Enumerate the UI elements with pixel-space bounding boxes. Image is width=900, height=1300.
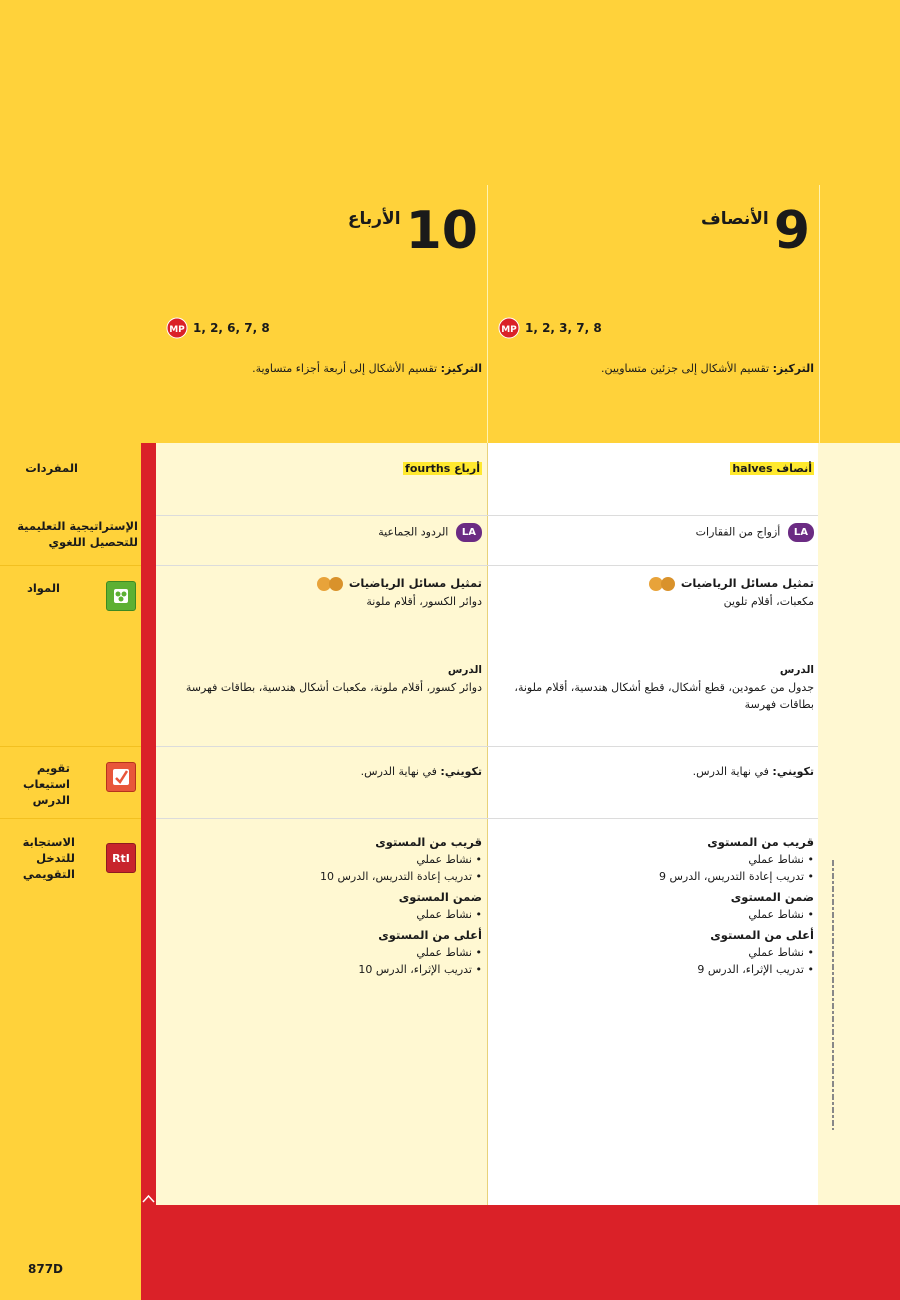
list-item: • نشاط عملي bbox=[500, 851, 814, 868]
lesson-9-assessment: تكويني: في نهاية الدرس. bbox=[692, 765, 814, 778]
lesson-number: 10 bbox=[405, 201, 478, 261]
svg-text:MP: MP bbox=[169, 325, 185, 335]
focus-label: التركيز: bbox=[772, 362, 814, 375]
focus-text: تقسيم الأشكال إلى جزئين متساويين. bbox=[600, 362, 770, 375]
header-divider bbox=[487, 185, 488, 443]
materials-heading: تمثيل مسائل الرياضيات bbox=[348, 576, 482, 590]
approaching-heading: قريب من المستوى bbox=[375, 835, 482, 849]
list-item: • تدريب إعادة التدريس، الدرس 10 bbox=[170, 868, 482, 885]
lesson-10-header bbox=[170, 201, 478, 261]
column-divider bbox=[487, 443, 488, 1205]
focus-label: التركيز: bbox=[440, 362, 482, 375]
row-divider bbox=[156, 565, 818, 566]
approaching-heading: قريب من المستوى bbox=[707, 835, 814, 849]
lesson-9-standards bbox=[497, 316, 697, 340]
list-item: • نشاط عملي bbox=[500, 906, 814, 923]
standards-list: 1, 2, 3, 7, 8 bbox=[525, 321, 602, 335]
lesson-10-rti bbox=[170, 834, 482, 978]
label-divider bbox=[0, 746, 141, 747]
row-label-materials: المواد bbox=[26, 581, 60, 595]
list-item: • تدريب الإثراء، الدرس 10 bbox=[170, 961, 482, 978]
lesson-9-header bbox=[500, 201, 810, 261]
lesson-9-focus bbox=[500, 362, 814, 375]
on-level-heading: ضمن المستوى bbox=[730, 890, 814, 904]
on-level-heading: ضمن المستوى bbox=[398, 890, 482, 904]
lesson-10-vocab: أرباع fourths bbox=[405, 462, 480, 475]
row-label-strategy: الإستراتيجية التعليمية للتحصيل اللغوي bbox=[17, 519, 138, 549]
materials-icon bbox=[106, 581, 136, 611]
lesson-title: الأرباع bbox=[347, 209, 401, 229]
lesson-10-lesson-materials bbox=[170, 662, 482, 696]
row-label-vocab: المفردات bbox=[25, 461, 78, 475]
caret-up-icon bbox=[141, 1190, 156, 1208]
la-badge: LA bbox=[788, 523, 814, 542]
lesson-10-focus bbox=[170, 362, 482, 375]
rti-icon: RtI bbox=[106, 843, 136, 873]
label-divider bbox=[0, 818, 141, 819]
row-divider bbox=[156, 746, 818, 747]
lesson-title: الأنصاف bbox=[700, 209, 769, 229]
list-item: • نشاط عملي bbox=[170, 906, 482, 923]
lesson-number: 9 bbox=[773, 201, 810, 261]
list-item: • نشاط عملي bbox=[500, 944, 814, 961]
lesson-9-strategy bbox=[500, 523, 814, 542]
lesson-10-strategy bbox=[170, 523, 482, 542]
lesson-10-standards bbox=[165, 316, 365, 340]
lesson-10-materials bbox=[170, 575, 482, 610]
copyright-fine-print bbox=[826, 860, 840, 1130]
lesson-9-materials bbox=[500, 575, 814, 610]
lesson-heading: الدرس bbox=[779, 664, 814, 676]
list-item: • تدريب إعادة التدريس، الدرس 9 bbox=[500, 868, 814, 885]
hands-icon bbox=[647, 575, 677, 593]
strategy-text: الردود الجماعية bbox=[378, 525, 449, 539]
lesson-9-vocab: أنصاف halves bbox=[732, 462, 812, 475]
standards-list: 1, 2, 6, 7, 8 bbox=[193, 321, 270, 335]
lesson-9-column-background bbox=[488, 443, 818, 1205]
math-practice-icon bbox=[497, 316, 521, 340]
list-item: • نشاط عملي bbox=[170, 851, 482, 868]
row-label-assessment: تقويم استيعاب الدرس bbox=[22, 761, 70, 807]
lesson-materials-text: جدول من عمودين، قطع أشكال، قطع أشكال هندسية، أقلام ملونة، بطاقات فهرسة bbox=[514, 681, 814, 711]
label-divider bbox=[0, 565, 141, 566]
list-item: • نشاط عملي bbox=[170, 944, 482, 961]
row-label-rti: الاستجابة للتدخل التقويمي bbox=[22, 835, 75, 881]
list-item: • تدريب الإثراء، الدرس 9 bbox=[500, 961, 814, 978]
math-practice-icon bbox=[165, 316, 189, 340]
hands-icon bbox=[315, 575, 345, 593]
la-badge: LA bbox=[456, 523, 482, 542]
lesson-9-rti bbox=[500, 834, 814, 978]
red-footer-band bbox=[141, 1205, 900, 1300]
materials-text: مكعبات، أقلام تلوين bbox=[723, 595, 814, 608]
materials-text: دوائر الكسور، أقلام ملونة bbox=[366, 595, 482, 608]
lesson-heading: الدرس bbox=[447, 664, 482, 676]
svg-text:MP: MP bbox=[501, 325, 517, 335]
row-divider bbox=[156, 515, 818, 516]
header-divider bbox=[819, 185, 820, 443]
materials-heading: تمثيل مسائل الرياضيات bbox=[680, 576, 814, 590]
lesson-10-assessment: تكويني: في نهاية الدرس. bbox=[360, 765, 482, 778]
checkmark-icon bbox=[106, 762, 136, 792]
page-number: 877D bbox=[28, 1262, 64, 1276]
row-divider bbox=[156, 818, 818, 819]
beyond-heading: أعلى من المستوى bbox=[378, 928, 482, 942]
beyond-heading: أعلى من المستوى bbox=[710, 928, 814, 942]
strategy-text: أزواج من الفقارات bbox=[695, 525, 781, 539]
red-vertical-strip bbox=[141, 443, 156, 1205]
lesson-materials-text: دوائر كسور، أقلام ملونة، مكعبات أشكال هندسية، بطاقات فهرسة bbox=[185, 681, 482, 694]
focus-text: تقسيم الأشكال إلى أربعة أجزاء متساوية. bbox=[252, 362, 438, 375]
lesson-9-lesson-materials bbox=[500, 662, 814, 713]
